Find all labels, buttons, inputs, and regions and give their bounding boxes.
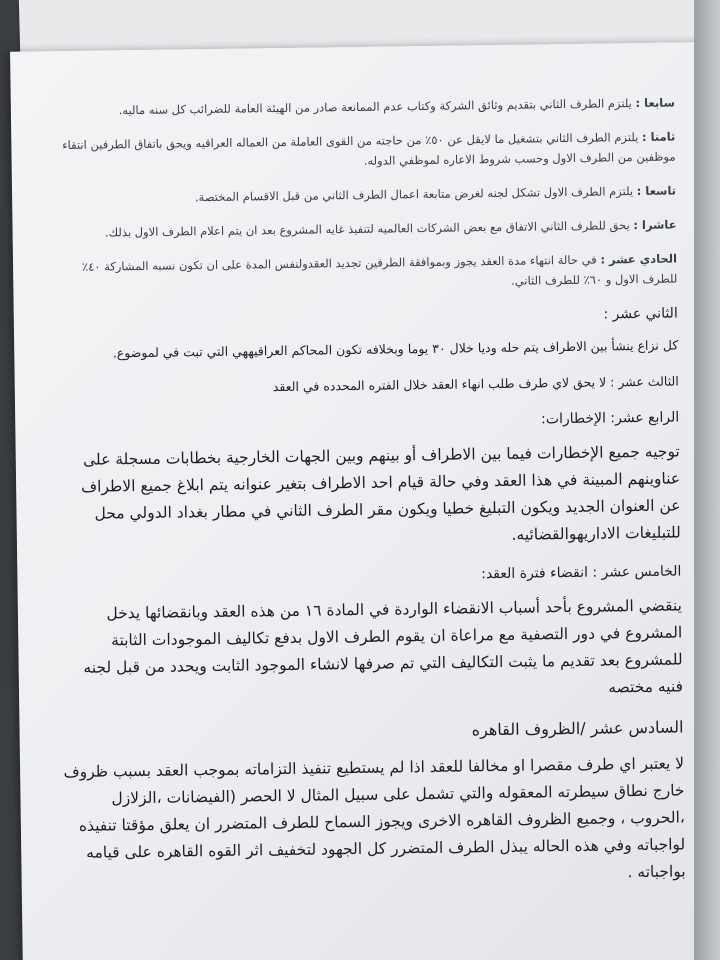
clause-fourteenth-text: توجيه جميع الإخطارات فيما بين الاطراف أو بينهم وبين الجهات الخارجية بخطابات مسجلة على عناوينهم المبينة في هذا العقد وفي حالة قيام احد الاطراف بتغير عنوانه يتم ابلاغ جميع الاطراف عن العنوان الجديد ويكون التبليغ خطيا ويكون مقر الطرف الثاني في مطار بغداد الدولي محل للتبليغات الاداريهوالقضائيه.	[80, 442, 681, 544]
clause-fifteenth-text: ينقضي المشروع بأحد أسباب الانقضاء الواردة في المادة ١٦ من هذه العقد وبانقضائها يدخل المشروع في دور التصفية مع مراعاة ان يقوم الطرف الاول بدفع تكاليف الموجودات الثابتة للمشروع بعد تقديم ما يثبت التكاليف التي تم صرفها لانشاء الموجود الثابت ويحدد من قبل لجنه فنيه مختصه	[83, 596, 684, 697]
clause-heading: سابعا :	[635, 95, 675, 111]
clause-text: يلتزم الطرف الثاني بتشغيل ما لايقل عن ٥٠٪ من حاجته من القوى العاملة من العماله العراقيه ويحق باتفاق الطرفين انتقاء موظفين من الطرف الاول وحسب شروط الاعاره لموظفي الدوله.	[62, 130, 676, 168]
clause-fourteenth-heading: الرابع عشر: الإخطارات:	[541, 409, 680, 428]
clause-ninth	[52, 180, 676, 209]
clause-twelfth-heading: الثاني عشر :	[603, 305, 678, 323]
clause-heading: ثامنا :	[641, 129, 676, 144]
clause-text: يلتزم الطرف الاول تشكل لجنه لغرض متابعة اعمال الطرف الثاني من قبل الاقسام المختصة.	[194, 184, 634, 205]
clause-heading: الحادي عشر :	[600, 251, 678, 267]
clause-text: في حالة انتهاء مدة العقد يجوز وبموافقة الطرفين تجديد العقدولنفس المدة على ان تكون نسبه المشاركة ٤٠٪ للطرف الاول و ٦٠٪ للطرف الثاني.	[81, 252, 678, 288]
clause-text: يلتزم الطرف الثاني بتقديم وثائق الشركة وكتاب عدم الممانعة صادر من الهيئة العامة للضرائب كل سنه ماليه.	[118, 96, 632, 118]
clause-twelfth-text: كل نزاع ينشأ بين الاطراف يتم حله وديا خلال ٣٠ يوما وبخلافه تكون المحاكم العراقيههي التي تبت في لموضوع.	[112, 337, 679, 361]
clause-text: يحق للطرف الثاني الاتفاق مع بعض الشركات العالميه لتنفيذ غايه المشروع بعد ان يتم اعلام الطرف الاول بذلك.	[104, 218, 630, 240]
clause-eighth	[51, 126, 675, 175]
clause-heading: تاسعا :	[636, 183, 677, 199]
background-edge	[694, 0, 720, 960]
clause-sixteenth-heading: السادس عشر /الظروف القاهره	[471, 717, 684, 740]
clause-eleventh	[53, 248, 677, 297]
clause-seventh	[51, 92, 675, 121]
clause-fifteenth-heading: الخامس عشر : انقضاء فترة العقد:	[481, 563, 682, 583]
document-page	[10, 42, 720, 960]
clause-sixteenth-text: لا يعتبر اي طرف مقصرا او مخالفا للعقد اذا لم يستطيع تنفيذ التزاماته بموجب العقد بسبب ظروف خارج نطاق سيطرته المعقوله والتي تشمل على سبيل المثال لا الحصر (الفيضانات ،الزلازل ،الحروب ، وجميع الظروف القاهره الاخرى ويجوز السماح للطرف المتضرر ان يعلق مؤقتا تنفيذه لواجباته وفي هذه الحاله يبذل الطرف المتضرر كل الجهود لتخفيف اثر القوه القاهره على قيامه بواجباته .	[63, 754, 686, 882]
clause-thirteenth: الثالث عشر : لا يحق لاي طرف طلب انهاء العقد خلال الفتره المحدده في العقد	[272, 373, 679, 395]
clause-heading: عاشرا :	[633, 217, 677, 233]
clause-tenth	[52, 214, 676, 243]
document-body	[51, 92, 686, 908]
